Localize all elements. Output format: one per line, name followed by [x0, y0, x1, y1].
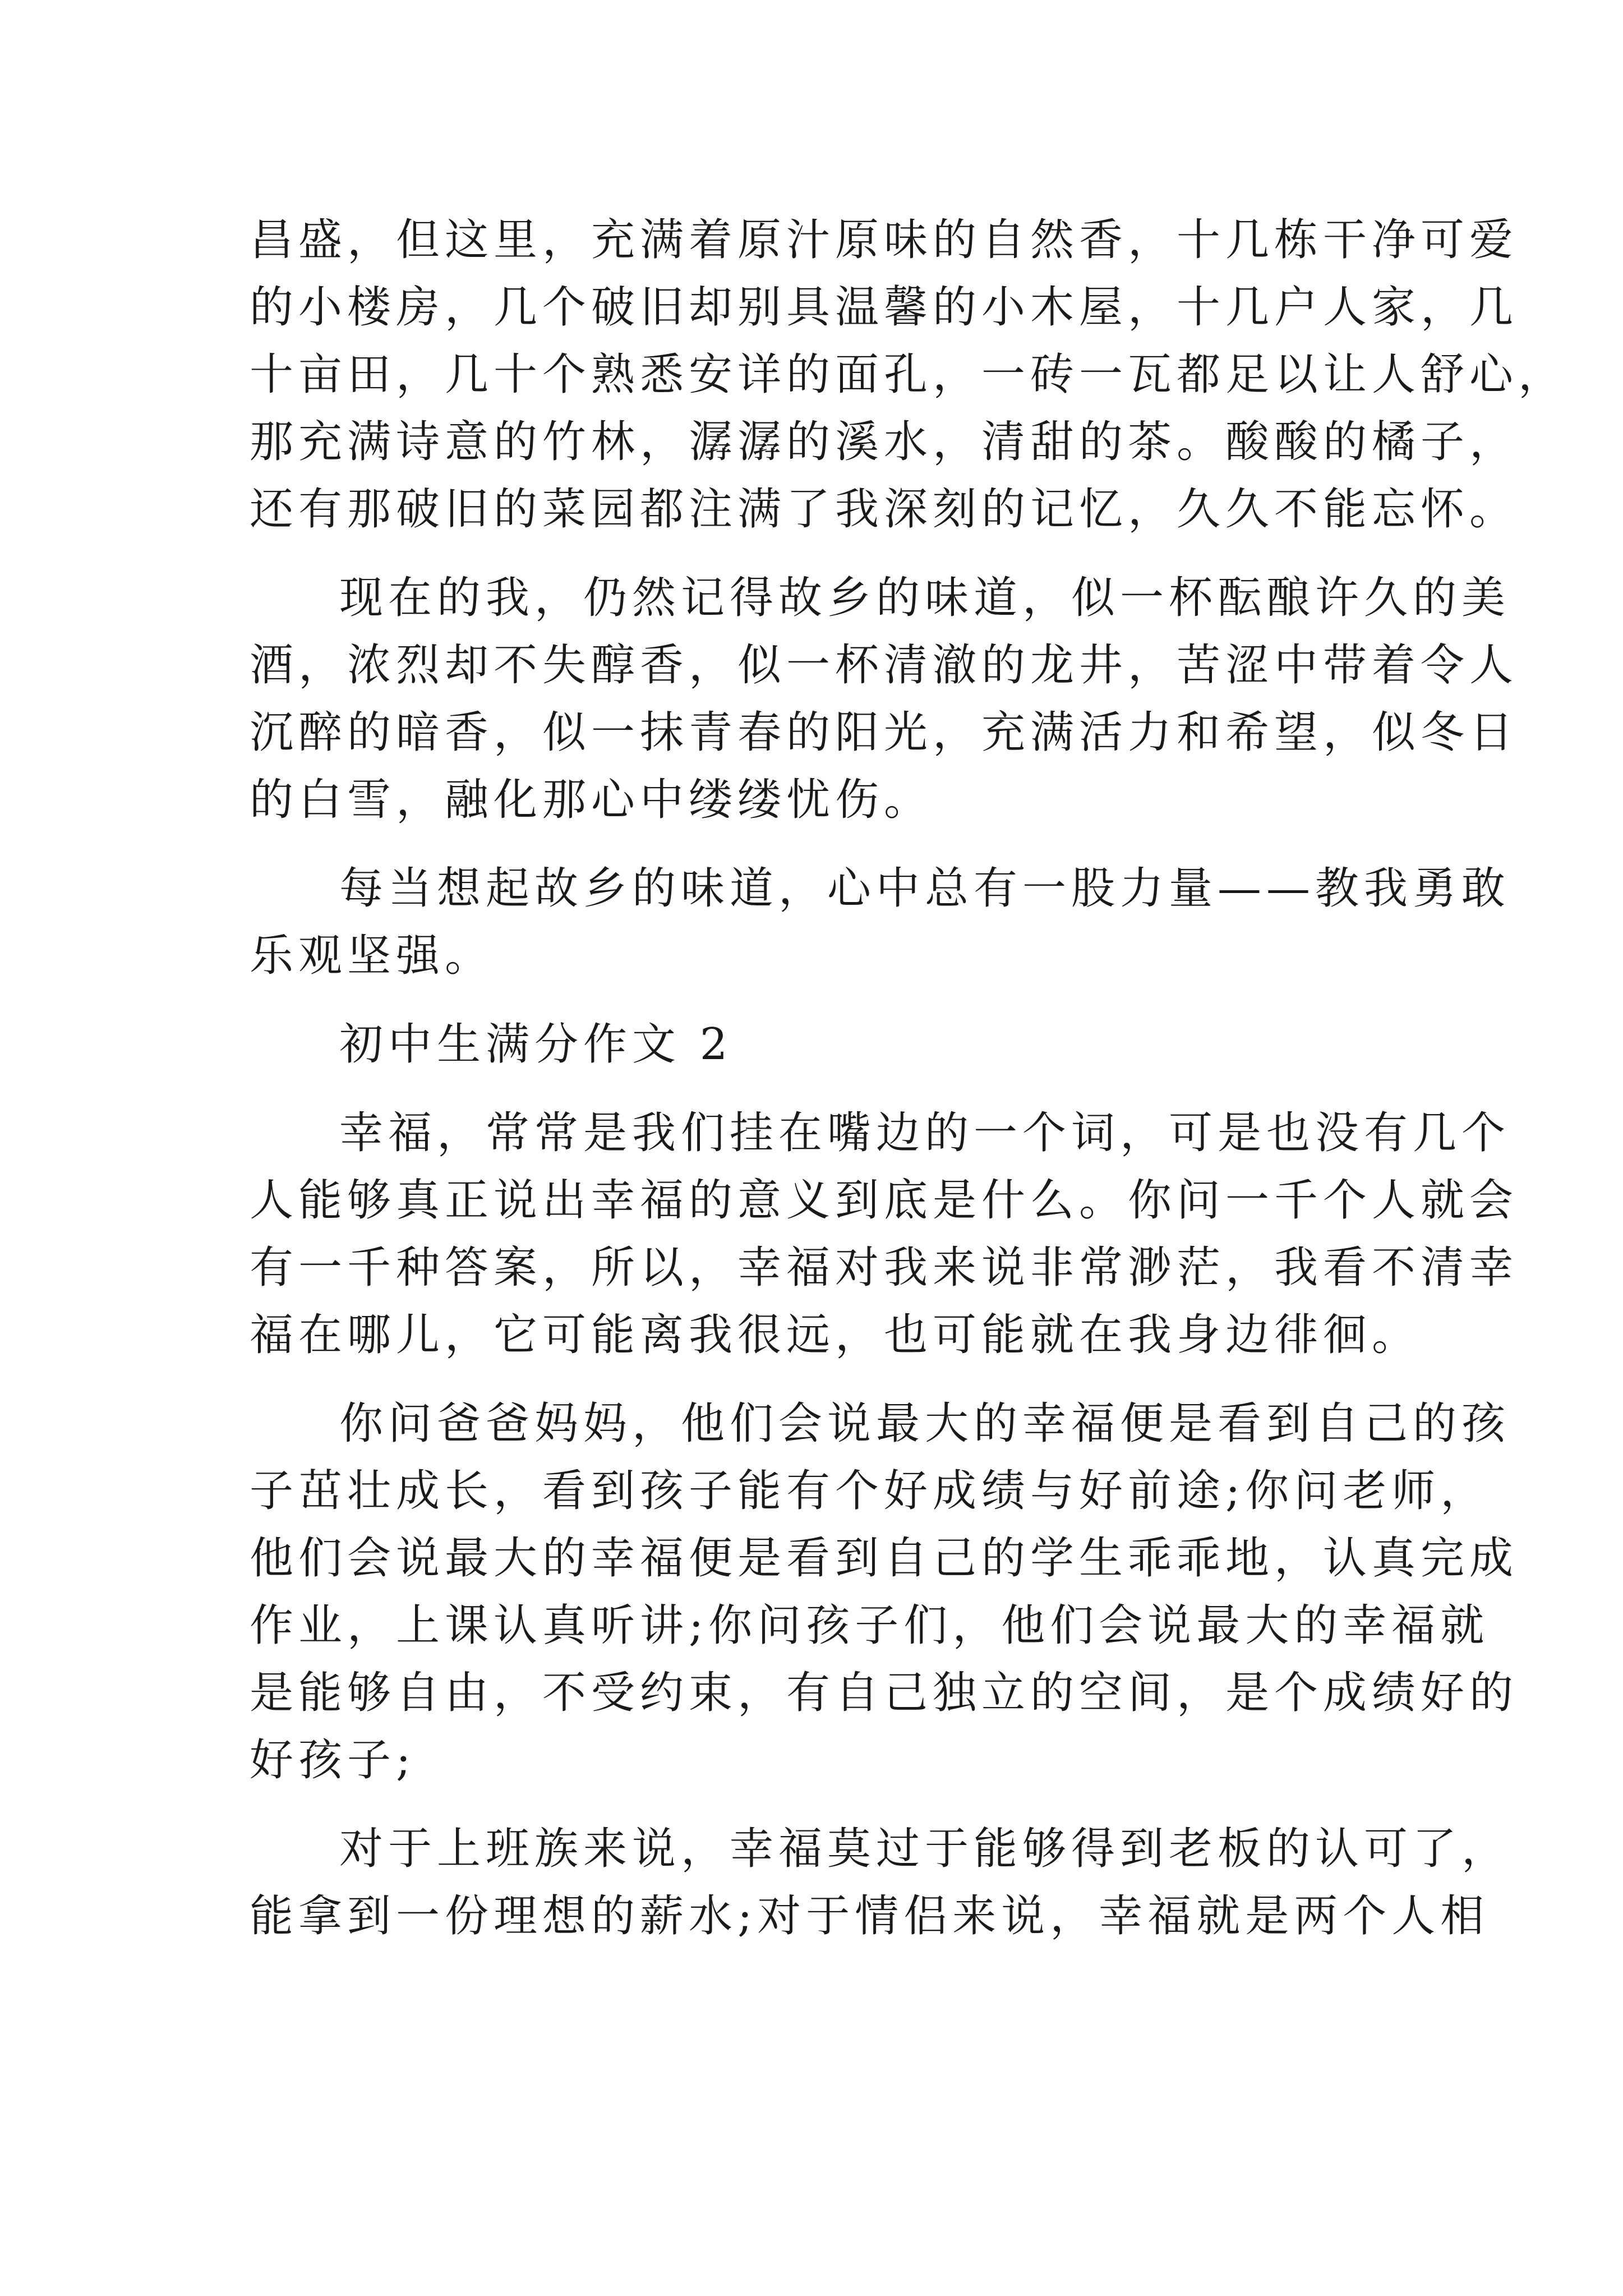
text-line: 好孩子; [250, 1735, 416, 1786]
text-line: 你问爸爸妈妈，他们会说最大的幸福便是看到自己的孩 [339, 1398, 1511, 1449]
text-line: 十亩田，几十个熟悉安详的面孔，一砖一瓦都足以让人舒心， [250, 349, 1567, 400]
paragraph-7 [250, 1815, 1511, 1950]
paragraph-1 [250, 206, 1567, 543]
text-line: 酒，浓烈却不失醇香，似一杯清澈的龙井，苦涩中带着令人 [250, 640, 1519, 691]
text-line: 的白雪，融化那心中缕缕忧伤。 [250, 775, 933, 825]
paragraph-5 [250, 1099, 1519, 1369]
text-line: 昌盛，但这里，充满着原汁原味的自然香，十几栋干净可爱 [250, 215, 1519, 265]
document-body [250, 206, 1567, 1950]
text-line: 对于上班族来说，幸福莫过于能够得到老板的认可了， [339, 1824, 1511, 1874]
text-line: 幸福，常常是我们挂在嘴边的一个词，可是也没有几个 [339, 1108, 1511, 1158]
text-line: 现在的我，仍然记得故乡的味道，似一杯酝酿许久的美 [339, 573, 1511, 623]
text-line: 作业，上课认真听讲;你问孩子们，他们会说最大的幸福就 [250, 1600, 1490, 1651]
text-line: 乐观坚强。 [250, 931, 494, 981]
text-line: 能拿到一份理想的薪水;对于情侣来说，幸福就是两个人相 [250, 1891, 1490, 1941]
text-line: 的小楼房，几个破旧却别具温馨的小木屋，十几户人家，几 [250, 282, 1519, 333]
paragraph-3 [250, 855, 1511, 990]
text-line: 福在哪儿，它可能离我很远，也可能就在我身边徘徊。 [250, 1310, 1421, 1360]
text-line: 那充满诗意的竹林，潺潺的溪水，清甜的茶。酸酸的橘子， [250, 417, 1519, 467]
text-line: 每当想起故乡的味道，心中总有一股力量——教我勇敢 [339, 863, 1511, 914]
section-title: 初中生满分作文 2 [339, 1019, 733, 1070]
text-line: 子茁壮成长，看到孩子能有个好成绩与好前途;你问老师， [250, 1466, 1490, 1516]
section-heading [250, 1011, 1394, 1078]
text-line: 人能够真正说出幸福的意义到底是什么。你问一千个人就会 [250, 1175, 1519, 1226]
paragraph-6 [250, 1390, 1519, 1794]
paragraph-2 [250, 564, 1519, 834]
text-line: 是能够自由，不受约束，有自己独立的空间，是个成绩好的 [250, 1668, 1519, 1718]
text-line: 他们会说最大的幸福便是看到自己的学生乖乖地，认真完成 [250, 1533, 1519, 1584]
text-line: 有一千种答案，所以，幸福对我来说非常渺茫，我看不清幸 [250, 1243, 1519, 1293]
text-line: 还有那破旧的菜园都注满了我深刻的记忆，久久不能忘怀。 [250, 484, 1519, 535]
text-line: 沉醉的暗香，似一抹青春的阳光，充满活力和希望，似冬日 [250, 707, 1519, 758]
